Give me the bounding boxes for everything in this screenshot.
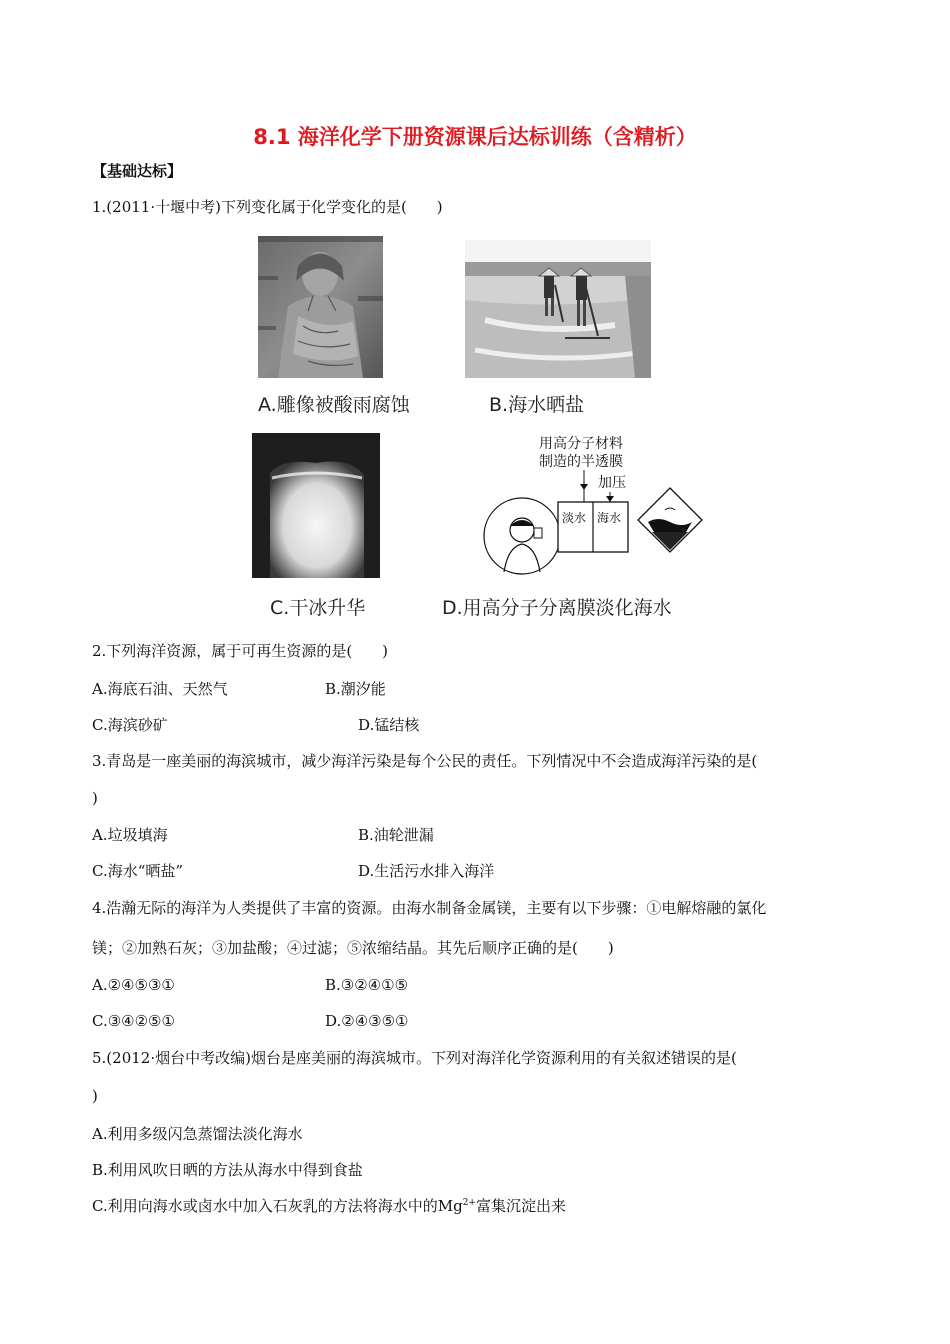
question-5-option-b: B.利用风吹日晒的方法从海水中得到食盐 [92,1161,363,1179]
question-3-option-a: A.垃圾填海 [92,826,168,844]
statue-photo [258,236,383,378]
question-3-option-b: B.油轮泄漏 [358,826,434,844]
diagram-pressure-label: 加压 [598,475,626,491]
sea-water-label: 海水 [597,511,622,525]
question-5-option-c-text: C.利用向海水或卤水中加入石灰乳的方法将海水中的Mg [92,1197,463,1215]
question-4-option-a: A.②④⑤③① [92,976,175,994]
diagram-label-line2: 制造的半透膜 [539,454,623,470]
question-1-stem: 1.(2011·十堰中考)下列变化属于化学变化的是( ) [92,198,443,216]
section-label: 【基础达标】 [92,162,183,180]
figure-caption-d: D.用高分子分离膜淡化海水 [442,597,672,619]
question-3-option-d: D.生活污水排入海洋 [358,862,495,880]
question-5-option-c-superscript: 2+ [462,1198,476,1208]
figure-caption-c: C.干冰升华 [270,597,366,619]
arrow-down-icon [580,484,588,490]
question-5-option-c-tail: 富集沉淀出来 [475,1197,566,1215]
question-5-stem-line1: 5.(2012·烟台中考改编)烟台是座美丽的海滨城市。下列对海洋化学资源利用的有关叙述错误的是( [92,1049,737,1067]
pressure-arrow-icon [606,496,614,502]
question-5-option-c [92,1196,566,1216]
diagram-label-line1: 用高分子材料 [539,436,623,452]
figure-caption-b: B.海水晒盐 [489,394,585,416]
question-3-stem-line2: ) [92,789,98,807]
page-title: 8.1 海洋化学下册资源课后达标训练（含精析） [253,125,697,149]
question-4-option-b: B.③②④①⑤ [325,976,409,994]
dry-ice-photo [252,433,380,578]
question-2-option-b: B.潮汐能 [325,680,386,698]
salt-field-photo [465,240,651,378]
membrane-diagram [480,432,705,584]
question-5-stem-line2: ) [92,1087,98,1105]
question-5-option-a: A.利用多级闪急蒸馏法淡化海水 [92,1125,303,1143]
question-3-option-c: C.海水“晒盐” [92,862,184,880]
question-4-stem-line1: 4.浩瀚无际的海洋为人类提供了丰富的资源。由海水制备金属镁，主要有以下步骤：①电解熔融的氯化 [92,899,767,917]
question-2-stem: 2.下列海洋资源，属于可再生资源的是( ) [92,642,389,660]
fresh-water-label: 淡水 [562,511,587,525]
question-2-option-d: D.锰结核 [358,716,420,734]
figure-caption-a: A.雕像被酸雨腐蚀 [258,394,410,416]
question-2-option-c: C.海滨砂矿 [92,716,168,734]
question-4-stem-line2: 镁；②加熟石灰；③加盐酸；④过滤；⑤浓缩结晶。其先后顺序正确的是( ) [92,939,614,957]
question-4-option-c: C.③④②⑤① [92,1012,175,1030]
question-3-stem-line1: 3.青岛是一座美丽的海滨城市，减少海洋污染是每个公民的责任。下列情况中不会造成海洋污染的是( [92,752,758,770]
question-4-option-d: D.②④③⑤① [325,1012,409,1030]
question-2-option-a: A.海底石油、天然气 [92,680,228,698]
